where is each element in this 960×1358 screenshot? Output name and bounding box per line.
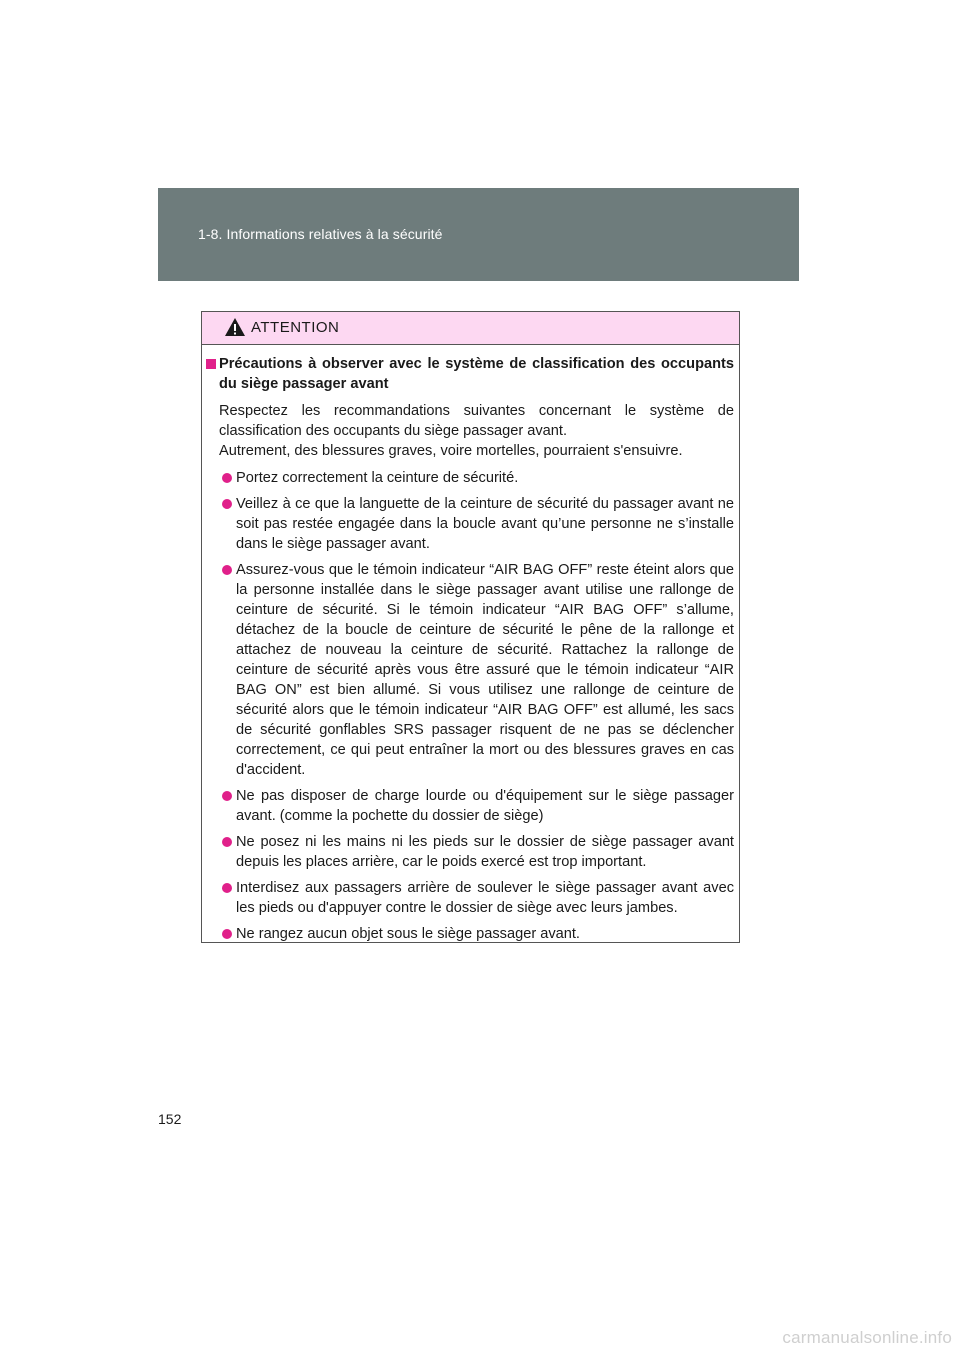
list-item	[202, 878, 734, 918]
list-item-text: Interdisez aux passagers arrière de soulever le siège passager avant avec les pieds ou d'appuyer contre le dossier de siège avec leurs jambes.	[236, 880, 734, 916]
list-item	[202, 924, 734, 944]
circle-bullet-icon	[222, 837, 232, 847]
warning-intro-line-2: Autrement, des blessures graves, voire mortelles, pourraient s'ensuivre.	[219, 443, 683, 459]
warning-intro-line-1: Respectez les recommandations suivantes concernant le système de classification des occupants du siège passager avant.	[219, 403, 734, 439]
warning-body	[202, 345, 739, 944]
circle-bullet-icon	[222, 791, 232, 801]
warning-intro	[202, 401, 734, 461]
list-item-text: Portez correctement la ceinture de sécurité.	[236, 470, 519, 486]
warning-bullet-list	[202, 468, 734, 944]
circle-bullet-icon	[222, 499, 232, 509]
warning-topic	[202, 354, 734, 394]
list-item-text: Veillez à ce que la languette de la ceinture de sécurité du passager avant ne soit pas restée engagée dans la boucle avant qu’une personne ne s’installe dans le siège passager avant.	[236, 496, 734, 552]
warning-header	[202, 312, 739, 345]
list-item	[202, 468, 734, 488]
warning-box	[201, 311, 740, 943]
warning-topic-text: Précautions à observer avec le système de classification des occupants du siège passager avant	[219, 356, 734, 392]
list-item	[202, 494, 734, 554]
circle-bullet-icon	[222, 883, 232, 893]
warning-title: ATTENTION	[251, 319, 340, 336]
list-item	[202, 832, 734, 872]
list-item-text: Ne pas disposer de charge lourde ou d'équipement sur le siège passager avant. (comme la pochette du dossier de siège)	[236, 788, 734, 824]
square-bullet-icon	[206, 359, 216, 369]
warning-triangle-icon	[224, 317, 246, 337]
list-item	[202, 786, 734, 826]
section-header-band	[158, 188, 799, 281]
page-number: 152	[158, 1111, 182, 1127]
list-item-text: Assurez-vous que le témoin indicateur “AIR BAG OFF” reste éteint alors que la personne installée dans le siège passager avant utilise une rallonge de ceinture de sécurité. Si le témoin indicateur “AIR BAG OFF” s’allume, détachez de la boucle de ceinture de sécurité le pêne de la rallonge et attachez de nouveau la ceinture de sécurité. Rattachez la rallonge de ceinture de sécurité après vous être assuré que le témoin indicateur “AIR BAG ON” est bien allumé. Si vous utilisez une rallonge de ceinture de sécurité alors que le témoin indicateur “AIR BAG OFF” est allumé, les sacs de sécurité gonflables SRS passager risquent de ne pas se déclencher correctement, ce qui peut entraîner la mort ou des blessures graves en cas d'accident.	[236, 562, 734, 778]
list-item-text: Ne rangez aucun objet sous le siège passager avant.	[236, 926, 580, 942]
section-title: 1-8. Informations relatives à la sécurité	[198, 226, 443, 242]
circle-bullet-icon	[222, 929, 232, 939]
list-item	[202, 560, 734, 780]
watermark[interactable]: carmanualsonline.info	[782, 1328, 952, 1347]
circle-bullet-icon	[222, 473, 232, 483]
list-item-text: Ne posez ni les mains ni les pieds sur le dossier de siège passager avant depuis les places arrière, car le poids exercé est trop important.	[236, 834, 734, 870]
circle-bullet-icon	[222, 565, 232, 575]
